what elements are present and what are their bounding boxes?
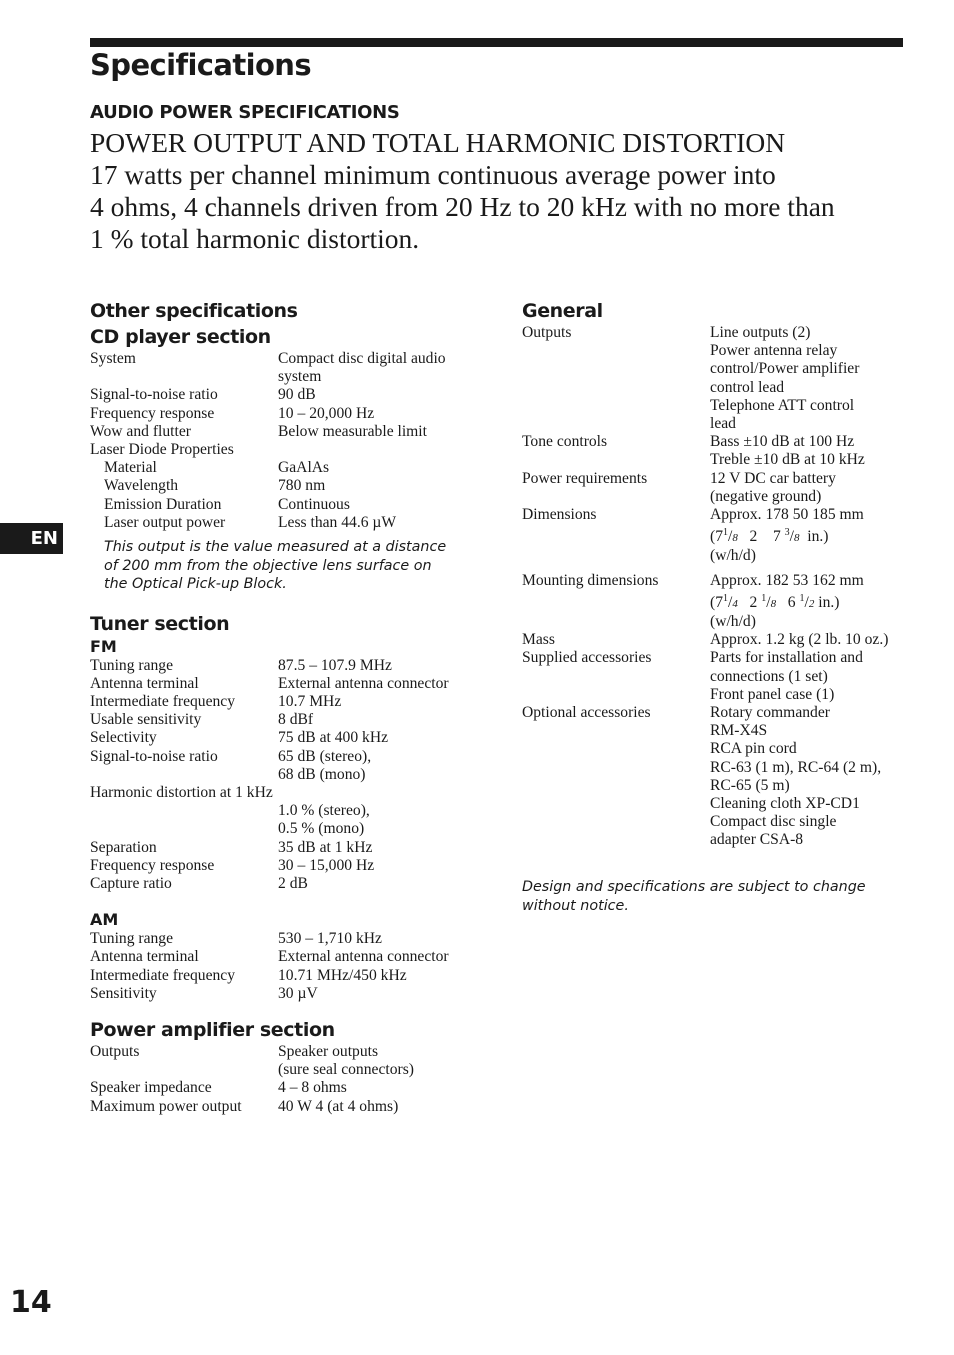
spec-value: 10 – 20,000 Hz	[278, 404, 375, 422]
dim-num: 1	[723, 527, 728, 539]
right-column	[522, 298, 922, 850]
spec-row	[90, 948, 490, 966]
note-line: Design and specifications are subject to change	[522, 879, 866, 895]
spec-value-line: ($7^1/4$ 2 $^1$/8 6 $^1$/2 in.)	[710, 592, 840, 611]
spec-row	[90, 857, 490, 875]
spec-label: Outputs	[522, 324, 572, 341]
spec-value-line: (w/h/d)	[710, 547, 756, 565]
spec-row	[522, 704, 922, 850]
spec-value-line: Treble ±10 dB at 10 kHz	[710, 451, 865, 469]
spec-value-line: ($7^1/8$ 2 7 $^3$/8 in.)	[710, 527, 829, 546]
spec-value: 4 – 8 ohms	[278, 1079, 347, 1097]
spec-value-line: 1.0 % (stereo),	[278, 802, 370, 820]
spec-value-line: lead	[710, 415, 736, 433]
spec-row	[522, 649, 922, 704]
spec-label: Maximum power output	[90, 1097, 242, 1115]
spec-value-line: connections (1 set)	[710, 667, 828, 685]
spec-label: Capture ratio	[90, 874, 172, 892]
amp-section-heading: Power amplifier section	[90, 1018, 335, 1041]
spec-value-line: RCA pin cord	[710, 740, 797, 758]
spec-row	[90, 875, 490, 893]
spec-label: System	[90, 350, 136, 367]
spec-label: Frequency response	[90, 856, 215, 874]
spec-value-line: adapter CSA-8	[710, 831, 804, 849]
spec-row	[90, 496, 490, 514]
dim-num: 1	[723, 592, 728, 604]
spec-value: Less than 44.6 µW	[278, 513, 397, 531]
spec-label: Intermediate frequency	[90, 966, 236, 984]
spec-row	[522, 631, 922, 649]
dim-num: 1	[799, 592, 805, 604]
spec-row	[90, 802, 490, 838]
spec-row	[90, 1079, 490, 1097]
spec-label: Emission Duration	[104, 495, 222, 513]
spec-label: Laser output power	[104, 513, 226, 531]
spec-label: Mounting dimensions	[522, 571, 659, 589]
spec-value: 10.71 MHz/450 kHz	[278, 966, 407, 984]
spec-label: Outputs	[90, 1042, 140, 1060]
spec-value-line: Telephone ATT control	[710, 396, 855, 414]
spec-label: Mass	[522, 631, 555, 649]
dim-den: 8	[732, 532, 738, 545]
spec-label: Intermediate frequency	[90, 692, 236, 710]
spec-value-line: (w/h/d)	[710, 613, 756, 631]
spec-value	[278, 1043, 490, 1079]
spec-label: Frequency response	[90, 404, 215, 422]
spec-row	[90, 748, 490, 784]
title-rule	[90, 38, 903, 47]
spec-row	[90, 930, 490, 948]
spec-value-line: Bass ±10 dB at 100 Hz	[710, 433, 855, 451]
language-tab	[0, 523, 63, 554]
dim-whole: (7	[710, 528, 723, 546]
spec-value-line: Front panel case (1)	[710, 685, 835, 703]
spec-label: Optional accessories	[522, 704, 651, 722]
spec-row	[90, 729, 490, 747]
spec-label: Separation	[90, 838, 157, 856]
spec-row	[90, 350, 490, 386]
spec-value: 780 nm	[278, 477, 326, 495]
dim-whole: 6	[787, 593, 796, 611]
spec-value-line: RC-65 (5 m)	[710, 776, 790, 794]
audio-line: 4 ohms, 4 channels driven from 20 Hz to 20 kHz with no more than	[90, 191, 835, 222]
spec-value: 87.5 – 107.9 MHz	[278, 656, 392, 674]
language-tab-label: EN	[30, 528, 58, 549]
spec-value: Below measurable limit	[278, 422, 427, 440]
spec-label: Harmonic distortion at 1 kHz	[90, 783, 273, 801]
spec-label: Power requirements	[522, 469, 648, 487]
dim-den: 4	[732, 597, 738, 610]
spec-value-line: (negative ground)	[710, 487, 822, 505]
spec-value: 40 W 4 (at 4 ohms)	[278, 1097, 399, 1115]
audio-power-heading: AUDIO POWER SPECIFICATIONS	[90, 102, 400, 123]
spec-value-line: control lead	[710, 378, 785, 396]
spec-row	[90, 514, 490, 532]
spec-row	[90, 967, 490, 985]
note-line: without notice.	[522, 897, 629, 914]
spec-label: Selectivity	[90, 729, 157, 747]
spec-label: Tuning range	[90, 930, 174, 948]
spec-value-line: Approx. 178 50 185 mm	[710, 506, 864, 524]
other-specs-heading: Other specifications	[90, 300, 298, 322]
spec-value	[278, 748, 490, 784]
spec-value-line: 65 dB (stereo),	[278, 747, 372, 765]
dim-num: 1	[761, 592, 767, 604]
spec-value	[710, 506, 922, 566]
spec-value-line: RM-X4S	[710, 722, 768, 740]
spec-label: Tone controls	[522, 433, 608, 451]
general-heading: General	[522, 300, 603, 322]
spec-row	[522, 433, 922, 469]
spec-row	[90, 693, 490, 711]
spec-value-line: Cleaning cloth XP-CD1	[710, 795, 860, 813]
spec-value: 90 dB	[278, 386, 316, 404]
spec-value	[278, 350, 490, 386]
spec-label: Supplied accessories	[522, 649, 652, 667]
spec-value-line: 68 dB (mono)	[278, 765, 366, 783]
dim-whole: (7	[710, 593, 723, 611]
dim-num: 3	[784, 527, 790, 539]
dim-den: 2	[808, 597, 815, 610]
spec-row	[522, 572, 922, 632]
dim-den: 8	[770, 597, 777, 610]
spec-label: Tuning range	[90, 656, 174, 674]
spec-label: Antenna terminal	[90, 674, 199, 692]
note-line: of 200 mm from the objective lens surface on	[104, 557, 432, 574]
spec-label: Signal-to-noise ratio	[90, 747, 218, 765]
spec-value-line: Power antenna relay	[710, 342, 838, 360]
spec-value: 8 dBf	[278, 711, 314, 729]
spec-value: 30 µV	[278, 984, 318, 1002]
spec-row	[90, 1043, 490, 1079]
fm-heading: FM	[90, 636, 117, 656]
spec-value-line: (sure seal connectors)	[278, 1061, 414, 1079]
spec-row	[90, 985, 490, 1003]
spec-row	[522, 506, 922, 566]
page-title: Specifications	[90, 48, 311, 82]
spec-value-line: Line outputs (2)	[710, 324, 811, 341]
spec-value: Approx. 1.2 kg (2 lb. 10 oz.)	[710, 631, 889, 649]
spec-value-line: Speaker outputs	[278, 1042, 379, 1060]
page-number: 14	[10, 1285, 52, 1320]
spec-value: 75 dB at 400 kHz	[278, 729, 389, 747]
spec-value: 530 – 1,710 kHz	[278, 930, 382, 948]
spec-label: Speaker impedance	[90, 1079, 212, 1097]
spec-value: 35 dB at 1 kHz	[278, 838, 373, 856]
spec-value-line: system	[278, 368, 322, 386]
spec-row	[90, 477, 490, 495]
spec-label: Wavelength	[104, 477, 179, 495]
spec-row	[90, 1098, 490, 1116]
dim-unit: in.)	[818, 593, 840, 611]
cd-section-heading: CD player section	[90, 326, 271, 348]
spec-value-line: Rotary commander	[710, 704, 830, 722]
design-change-note	[522, 878, 866, 915]
spec-row	[90, 839, 490, 857]
spec-value-line: 0.5 % (mono)	[278, 820, 365, 838]
spec-label: Laser Diode Properties	[90, 441, 234, 459]
spec-row	[90, 657, 490, 675]
audio-power-statement	[90, 127, 920, 255]
dim-unit: in.)	[807, 528, 829, 546]
laser-note	[104, 538, 490, 594]
spec-row	[90, 386, 490, 404]
spec-value	[710, 649, 922, 704]
audio-line: 1 % total harmonic distortion.	[90, 223, 420, 254]
spec-label: Signal-to-noise ratio	[90, 386, 218, 404]
spec-value: 10.7 MHz	[278, 692, 342, 710]
am-heading: AM	[90, 910, 119, 930]
spec-value: 30 – 15,000 Hz	[278, 856, 375, 874]
spec-value	[710, 324, 922, 433]
dim-den: 8	[793, 532, 800, 545]
dim-whole: 2	[749, 593, 758, 611]
spec-value	[710, 572, 922, 632]
spec-value	[710, 433, 922, 469]
spec-label-empty	[90, 802, 278, 838]
spec-value	[710, 470, 922, 506]
spec-label: Dimensions	[522, 506, 597, 524]
spec-row	[90, 423, 490, 441]
spec-row	[90, 405, 490, 423]
spec-label: Usable sensitivity	[90, 711, 202, 729]
spec-value-line: Parts for installation and	[710, 649, 863, 667]
note-line: the Optical Pick-up Block.	[104, 576, 287, 593]
spec-value: External antenna connector	[278, 948, 449, 966]
audio-line: POWER OUTPUT AND TOTAL HARMONIC DISTORTION	[90, 127, 786, 158]
spec-row	[522, 470, 922, 506]
spec-value: External antenna connector	[278, 674, 449, 692]
spec-value: Continuous	[278, 495, 350, 513]
dim-whole: 2	[749, 528, 758, 546]
spec-value: 2 dB	[278, 874, 308, 892]
spec-value-line: Approx. 182 53 162 mm	[710, 571, 864, 589]
spec-value	[710, 704, 922, 850]
spec-value-line: RC-63 (1 m), RC-64 (2 m),	[710, 758, 882, 776]
spec-label: Antenna terminal	[90, 948, 199, 966]
note-line: This output is the value measured at a distance	[104, 539, 447, 556]
spec-row	[522, 324, 922, 433]
spec-label: Sensitivity	[90, 984, 157, 1002]
audio-line: 17 watts per channel minimum continuous average power into	[90, 159, 776, 190]
spec-value-line: control/Power amplifier	[710, 360, 860, 378]
dim-whole: 7	[772, 528, 781, 546]
spec-label: Wow and flutter	[90, 422, 191, 440]
spec-row	[90, 459, 490, 477]
spec-row	[90, 711, 490, 729]
spec-value-line: 12 V DC car battery	[710, 469, 836, 487]
spec-row	[90, 675, 490, 693]
spec-value-line: Compact disc single	[710, 813, 837, 831]
spec-value	[278, 802, 490, 838]
spec-value: GaAlAs	[278, 459, 330, 477]
left-column	[90, 298, 490, 1116]
tuner-section-heading: Tuner section	[90, 612, 230, 635]
spec-value-line: Compact disc digital audio	[278, 350, 446, 367]
spec-label: Material	[104, 459, 157, 477]
